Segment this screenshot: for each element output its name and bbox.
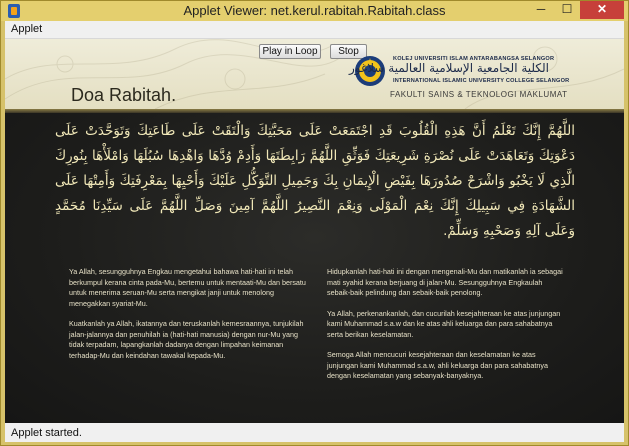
translation-paragraph: Ya Allah, perkenankanlah, dan cucurilah kesejahteraan ke atas junjungan kami Muhammad s.a.w dan ke atas ahli keluarga dan para sahabatnya serta berikan keselamatan. — [327, 308, 561, 339]
applet-header — [5, 39, 624, 109]
university-name-malay: KOLEJ UNIVERSITI ISLAM ANTARABANGSA SELANGOR — [393, 56, 555, 62]
window-controls — [528, 1, 624, 19]
menu-applet[interactable]: Applet — [11, 23, 43, 35]
faculty-name: FAKULTI SAINS & TEKNOLOGI MAKLUMAT — [390, 90, 568, 99]
title-bar[interactable] — [1, 1, 628, 21]
translation-right-column — [327, 267, 567, 392]
translation-left-column — [69, 267, 309, 371]
applet-canvas — [5, 39, 624, 423]
close-button[interactable]: ✕ — [580, 1, 624, 19]
minimize-button[interactable]: ─ — [536, 2, 546, 16]
university-name-english: INTERNATIONAL ISLAMIC UNIVERSITY COLLEGE SELANGOR — [393, 78, 570, 84]
prayer-panel — [5, 113, 624, 423]
status-bar — [5, 423, 624, 442]
translation-paragraph: Hidupkanlah hati-hati ini dengan mengenali-Mu dan matikanlah ia sebagai mati syahid kerana berjuang di jalan-Mu. Sesungguhnya Engkaulah sebaik-baik pelindung dan sebaik-baik penolong. — [327, 267, 563, 297]
maximize-button[interactable]: ☐ — [561, 2, 573, 16]
university-name-arabic: الكلية الجامعية الإسلامية العالمية سلاغور — [348, 61, 549, 75]
menu-bar — [5, 21, 624, 39]
translation-paragraph: Kuatkanlah ya Allah, ikatannya dan teruskanlah kemesraannya, tunjukilah jalan-jalannya dan penuhilah ia (hati-hati manusia) dengan nur-Mu yang tidak terpadam, lapangkanlah dadanya dengan limpahan keimanan terhadap-Mu dan keindahan tawakal kepada-Mu. — [69, 319, 304, 360]
translation-paragraph: Ya Allah, sesungguhnya Engkau mengetahui bahawa hati-hati ini telah berkumpul kerana cinta pada-Mu, bertemu untuk mentaati-Mu dan bersatu untuk menerima seruan-Mu serta mengikat janji untuk menolong menegakkan syariat-Mu. — [69, 267, 306, 308]
stop-button[interactable]: Stop — [330, 44, 367, 59]
translation-paragraph: Semoga Allah mencucuri kesejahteraan dan keselamatan ke atas junjungan kami Muhammad s.a.w, ahli keluarga dan para sahabatnya dengan keselamatan yang sebanyak-banyaknya. — [327, 350, 548, 380]
window-title: Applet Viewer: net.kerul.rabitah.Rabitah.class — [183, 3, 446, 18]
arabic-prayer-text: اللَّهُمَّ إِنَّكَ تَعْلَمُ أَنَّ هَذِهِ الْقُلُوبَ قَدِ اجْتَمَعَتْ عَلَى مَحَبَّتِكَ وَالْتَقَتْ عَلَى طَاعَتِكَ وَتَوَحَّدَتْ عَلَى دَعْوَتِكَ وَتَعَاهَدَتْ عَلَى نُصْرَةِ شَرِيعَتِكَ فَوَثِّقِ اللَّهُمَّ رَابِطَتَهَا وَأَدِمْ وُدَّهَا وَاهْدِهَا سُبُلَهَا وَامْلَأْهَا بِنُورِكَ الَّذِي لَا يَخْبُو وَاشْرَحْ صُدُورَهَا بِفَيْضِ الْإِيمَانِ بِكَ وَجَمِيلِ التَّوَكُّلِ عَلَيْكَ وَأَحْيِهَا بِمَعْرِفَتِكَ وَأَمِتْهَا عَلَى الشَّهَادَةِ فِي سَبِيلِكَ إِنَّكَ نِعْمَ الْمَوْلَى وَنِعْمَ النَّصِيرُ اللَّهُمَّ آمِينَ وَصَلِّ اللَّهُمَّ عَلَى سَيِّدِنَا مُحَمَّدٍ وَعَلَى آلِهِ وَصَحْبِهِ وَسَلِّمْ. — [55, 123, 575, 239]
play-in-loop-button[interactable]: Play in Loop — [259, 44, 321, 59]
doa-title: Doa Rabitah. — [71, 85, 177, 105]
status-text: Applet started. — [11, 427, 82, 439]
